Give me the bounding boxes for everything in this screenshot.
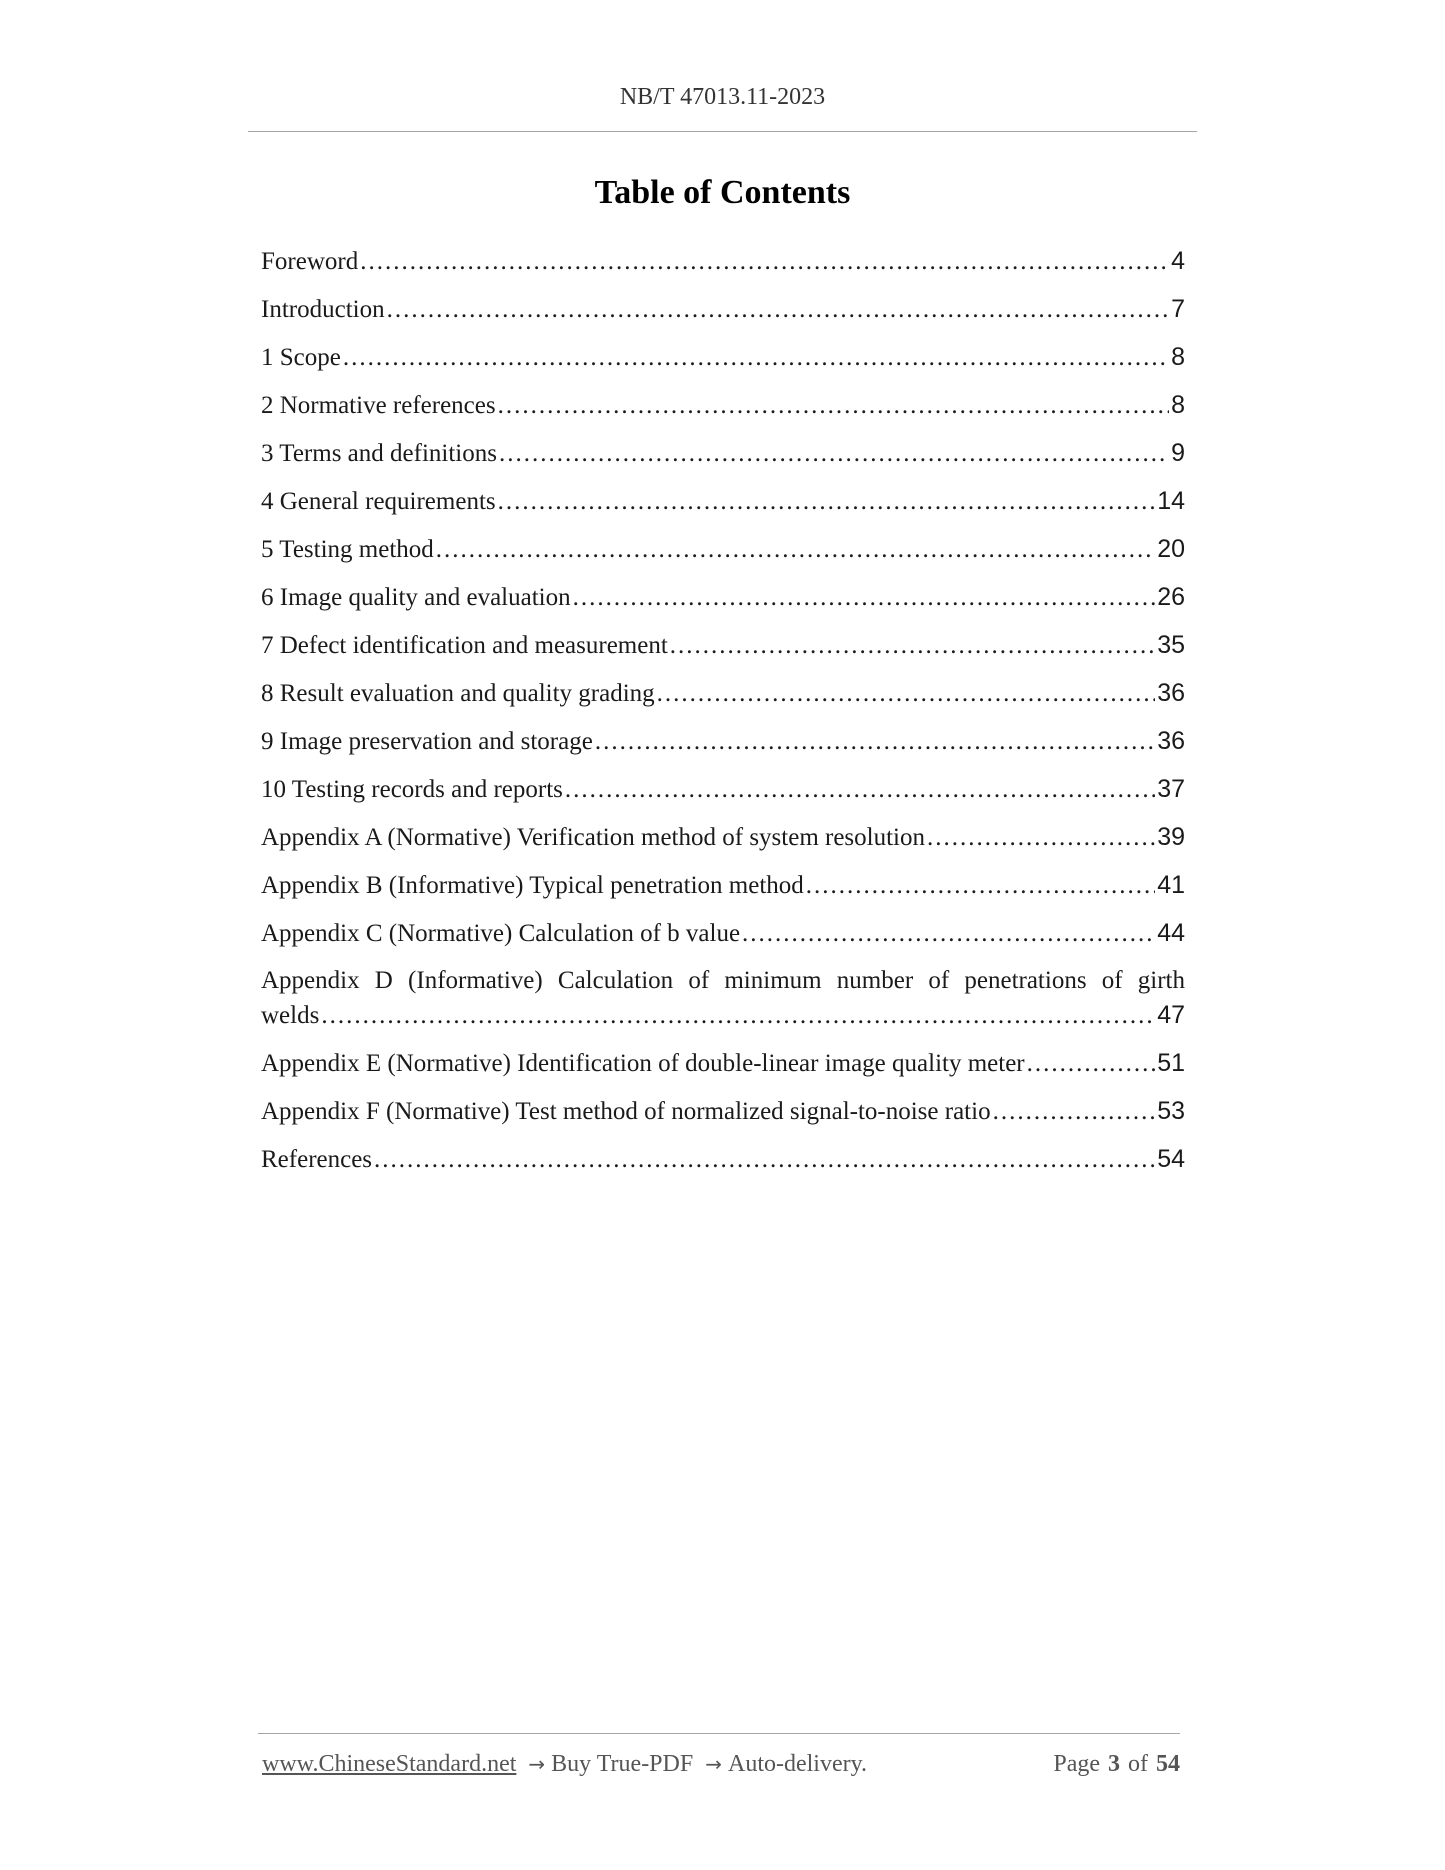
toc-entry-label: 6 Image quality and evaluation [261,584,571,611]
dot-leader [321,999,1155,1033]
toc-entry-references[interactable] [261,1142,1185,1190]
toc-entry-page: 37 [1157,775,1185,803]
toc-entry-page: 51 [1157,1049,1185,1077]
dot-leader [498,485,1156,519]
toc-entry-foreword[interactable] [261,244,1185,292]
header-divider [248,131,1197,132]
dot-leader [595,725,1155,759]
auto-delivery-text: Auto-delivery. [727,1751,868,1777]
toc-entry-label: 1 Scope [261,344,341,371]
dot-leader [927,821,1155,855]
buy-true-pdf-text: Buy True-PDF [551,1751,694,1777]
toc-entry-appendix-e[interactable] [261,1046,1185,1094]
toc-entry-page: 35 [1157,631,1185,659]
toc-entry-page: 26 [1157,583,1185,611]
toc-entry-appendix-b[interactable] [261,868,1185,916]
toc-entry-label: Appendix C (Normative) Calculation of b value [261,920,741,947]
toc-entry-page: 54 [1157,1145,1185,1173]
toc-entry-label: References [261,1146,373,1173]
toc-entry-page: 8 [1171,391,1185,419]
toc-entry-general-requirements[interactable] [261,484,1185,532]
toc-entry-label-line2: welds [261,1002,320,1029]
dot-leader [670,629,1155,663]
toc-entry-result-evaluation[interactable] [261,676,1185,724]
dot-leader [343,341,1169,375]
toc-entry-page: 4 [1171,247,1185,275]
total-page-count: 54 [1156,1751,1180,1777]
toc-entry-label: Foreword [261,248,359,275]
dot-leader [993,1095,1156,1129]
toc-entry-page: 14 [1157,487,1185,515]
toc-entry-page: 7 [1171,295,1185,323]
of-word: of [1128,1751,1148,1777]
dot-leader [742,917,1155,951]
toc-entry-normative-references[interactable] [261,388,1185,436]
toc-entry-label: 5 Testing method [261,536,434,563]
page-title: Table of Contents [594,174,851,211]
footer-divider [258,1733,1180,1734]
toc-list [261,244,1185,1190]
site-link[interactable]: www.ChineseStandard.net [262,1751,517,1777]
toc-entry-label: 10 Testing records and reports [261,776,563,803]
footer-promo [262,1751,867,1778]
right-arrow-icon: → [528,1752,546,1776]
toc-entry-label: Appendix E (Normative) Identification of double-linear image quality meter [261,1050,1025,1077]
toc-entry-introduction[interactable] [261,292,1185,340]
toc-entry-appendix-d[interactable] [261,964,1185,1046]
toc-entry-page: 47 [1157,1001,1185,1029]
toc-entry-label: Introduction [261,296,385,323]
right-arrow-icon: → [705,1752,722,1776]
toc-entry-page: 41 [1157,871,1185,899]
toc-entry-page: 9 [1171,439,1185,467]
toc-entry-scope[interactable] [261,340,1185,388]
page-word: Page [1053,1751,1100,1777]
toc-entry-label: 3 Terms and definitions [261,440,497,467]
dot-leader [499,437,1169,471]
toc-entry-appendix-a[interactable] [261,820,1185,868]
toc-entry-page: 20 [1157,535,1185,563]
dot-leader [498,389,1169,423]
page-indicator [1053,1751,1180,1778]
dot-leader [806,869,1155,903]
toc-entry-page: 8 [1171,343,1185,371]
dot-leader [360,245,1169,279]
toc-entry-image-preservation[interactable] [261,724,1185,772]
toc-entry-label: Appendix B (Informative) Typical penetration method [261,872,804,899]
dot-leader [1027,1047,1156,1081]
dot-leader [436,533,1155,567]
toc-entry-testing-method[interactable] [261,532,1185,580]
toc-entry-testing-records[interactable] [261,772,1185,820]
dot-leader [565,773,1155,807]
toc-entry-label-line1: Appendix D (Informative) Calculation of minimum number of penetrations of girth [261,967,1185,994]
page-footer [262,1751,1180,1778]
toc-entry-label: 8 Result evaluation and quality grading [261,680,655,707]
toc-entry-appendix-c[interactable] [261,916,1185,964]
toc-entry-page: 36 [1157,679,1185,707]
toc-entry-page: 53 [1157,1097,1185,1125]
dot-leader [573,581,1156,615]
toc-entry-appendix-f[interactable] [261,1094,1185,1142]
toc-entry-image-quality[interactable] [261,580,1185,628]
toc-entry-page: 39 [1157,823,1185,851]
dot-leader [387,293,1170,327]
toc-entry-page: 36 [1157,727,1185,755]
toc-entry-label: 2 Normative references [261,392,496,419]
toc-entry-terms-and-definitions[interactable] [261,436,1185,484]
dot-leader [374,1143,1155,1177]
toc-entry-line2 [261,998,1185,1032]
toc-entry-label: Appendix F (Normative) Test method of normalized signal-to-noise ratio [261,1098,991,1125]
toc-entry-defect-identification[interactable] [261,628,1185,676]
toc-entry-label: 9 Image preservation and storage [261,728,593,755]
toc-entry-label: Appendix A (Normative) Verification method of system resolution [261,824,926,851]
toc-entry-page: 44 [1157,919,1185,947]
toc-entry-label: 4 General requirements [261,488,496,515]
current-page-number: 3 [1108,1751,1120,1777]
dot-leader [657,677,1156,711]
toc-entry-label: 7 Defect identification and measurement [261,632,668,659]
page-header-standard-code: NB/T 47013.11-2023 [619,84,826,110]
